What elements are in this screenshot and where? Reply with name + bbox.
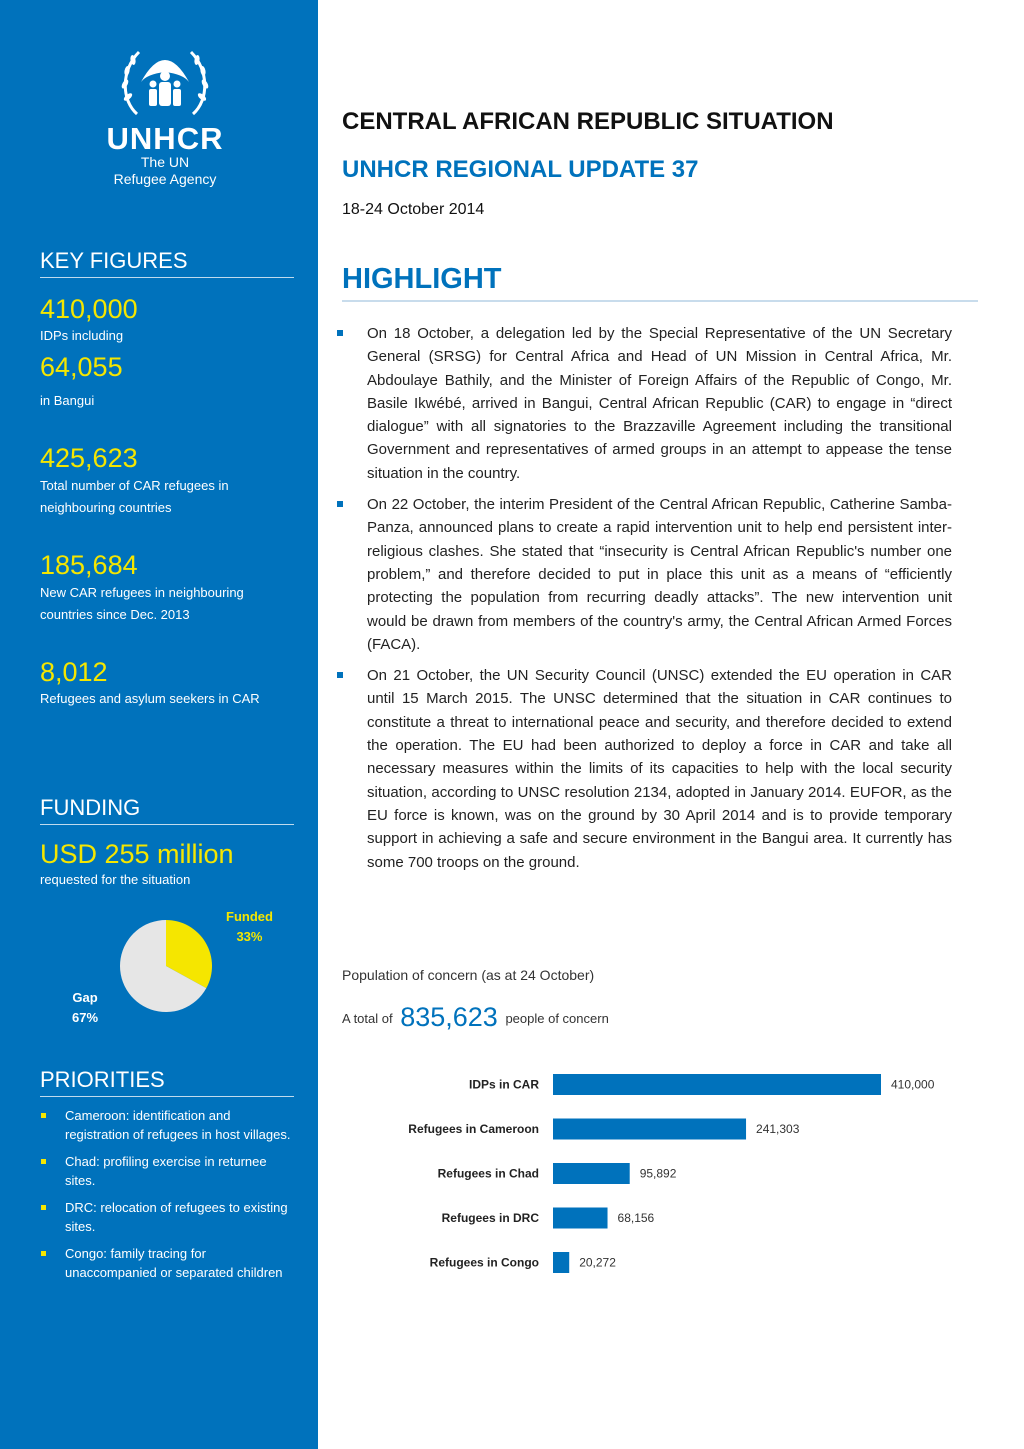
priority-item: Cameroon: identification and registration of refugees in host villages. bbox=[40, 1106, 294, 1144]
priority-item: DRC: relocation of refugees to existing sites. bbox=[40, 1198, 294, 1236]
bar-value-label: 68,156 bbox=[617, 1211, 655, 1225]
key-figure-value: 425,623 bbox=[40, 443, 138, 473]
population-total-suffix: people of concern bbox=[505, 1011, 609, 1026]
key-figure-label: IDPs including bbox=[40, 328, 124, 343]
key-figure-label: Refugees and asylum seekers in CAR bbox=[40, 691, 260, 706]
funded-label bbox=[226, 907, 273, 947]
bar bbox=[553, 1252, 569, 1273]
bar-category-label: Refugees in DRC bbox=[441, 1211, 539, 1225]
gap-label-text: Gap bbox=[72, 990, 98, 1005]
bar-category-label: Refugees in Congo bbox=[429, 1255, 539, 1270]
gap-label bbox=[72, 988, 98, 1028]
population-total bbox=[342, 1002, 609, 1033]
sidebar bbox=[0, 0, 318, 1449]
bar-value-label: 241,303 bbox=[756, 1122, 800, 1136]
key-figures-heading: KEY FIGURES bbox=[40, 248, 294, 278]
priority-item: Chad: profiling exercise in returnee sites. bbox=[40, 1152, 294, 1190]
funding-label: requested for the situation bbox=[40, 872, 191, 887]
funded-label-text: Funded bbox=[226, 909, 273, 924]
bar-value-label: 20,272 bbox=[579, 1255, 616, 1270]
key-figure-label: in Bangui bbox=[40, 393, 95, 408]
population-total-number: 835,623 bbox=[400, 1002, 498, 1032]
highlights-list bbox=[342, 322, 952, 882]
page-subtitle: UNHCR REGIONAL UPDATE 37 bbox=[342, 156, 699, 183]
funding-heading: FUNDING bbox=[40, 795, 294, 825]
funded-pct: 33% bbox=[236, 929, 263, 944]
bar bbox=[553, 1208, 608, 1229]
population-total-prefix: A total of bbox=[342, 1011, 393, 1026]
funding-pie-chart bbox=[118, 918, 214, 1014]
priorities-heading: PRIORITIES bbox=[40, 1067, 294, 1097]
bar bbox=[553, 1163, 630, 1184]
unhcr-emblem-icon bbox=[115, 42, 215, 122]
unhcr-logo bbox=[100, 42, 230, 188]
logo-tagline: The UN bbox=[140, 154, 190, 170]
highlight-item: On 22 October, the interim President of the Central African Republic, Catherine Samba-Panza, announced plans to create a rapid intervention unit to help end persistent inter-religious clashes. She stated that “insecurity is Central African Republic's number one problem,” and therefore decided to put in place this unit as a means of “efficiently protecting the population from recurring deadly attacks”. The new intervention unit would be drawn from members of the country's army, the Central African Armed Forces (FACA). bbox=[342, 493, 952, 656]
gap-pct: 67% bbox=[72, 1010, 99, 1025]
bar-category-label: IDPs in CAR bbox=[468, 1077, 539, 1092]
bar-category-label: Refugees in Chad bbox=[437, 1166, 539, 1181]
key-figure-label: New CAR refugees in neighbouring countries since Dec. 2013 bbox=[40, 585, 244, 622]
report-date: 18-24 October 2014 bbox=[342, 201, 485, 218]
bar-category-label: Refugees in Cameroon bbox=[408, 1122, 539, 1136]
key-figure-value: 410,000 bbox=[40, 294, 138, 324]
highlight-item: On 21 October, the UN Security Council (UNSC) extended the EU operation in CAR until 15 March 2015. The UNSC determined that the situation in CAR continues to constitute a threat to international peace and security, and therefore decided to extend the operation. The EU had been authorized to deploy a force in CAR and take all necessary measures within the limits of its capacities to help with the local security situation, according to UNSC resolution 2134, adopted in January 2014. EUFOR, as the EU force is known, was on the ground by 30 April 2014 and is to provide temporary support in achieving a safe and secure environment in the Bangui area. It currently has some 700 troops on the ground. bbox=[342, 664, 952, 874]
bar bbox=[553, 1119, 746, 1140]
page-title: CENTRAL AFRICAN REPUBLIC SITUATION bbox=[342, 108, 834, 135]
bar bbox=[553, 1074, 881, 1095]
key-figure-value: 64,055 bbox=[40, 352, 123, 382]
bar-value-label: 410,000 bbox=[891, 1077, 935, 1092]
logo-tagline: Refugee Agency bbox=[113, 171, 217, 187]
key-figure-value: 8,012 bbox=[40, 657, 108, 687]
funding-amount: USD 255 million bbox=[40, 839, 234, 869]
highlight-heading: HIGHLIGHT bbox=[342, 262, 978, 302]
priorities-list bbox=[40, 1106, 294, 1290]
highlight-item: On 18 October, a delegation led by the Special Representative of the UN Secretary General (SRSG) for Central Africa and Head of UN Mission in Central Africa, Mr. Abdoulaye Bathily, and the Minister of Foreign Affairs of the Republic of Congo, Mr. Basile Ikwébé, arrived in Bangui, Central African Republic (CAR) to engage in “direct dialogue” with all signatories to the Brazzaville Agreement including the transitional Government and representatives of armed groups in an attempt to appease the tense situation in the country. bbox=[342, 322, 952, 485]
priority-item: Congo: family tracing for unaccompanied or separated children bbox=[40, 1244, 294, 1282]
population-title: Population of concern (as at 24 October) bbox=[342, 967, 595, 983]
bar-value-label: 95,892 bbox=[639, 1166, 677, 1181]
logo-name: UNHCR bbox=[106, 121, 224, 156]
key-figure-label: Total number of CAR refugees in neighbouring countries bbox=[40, 478, 229, 515]
population-bar-chart bbox=[342, 1060, 962, 1290]
key-figure-value: 185,684 bbox=[40, 550, 138, 580]
